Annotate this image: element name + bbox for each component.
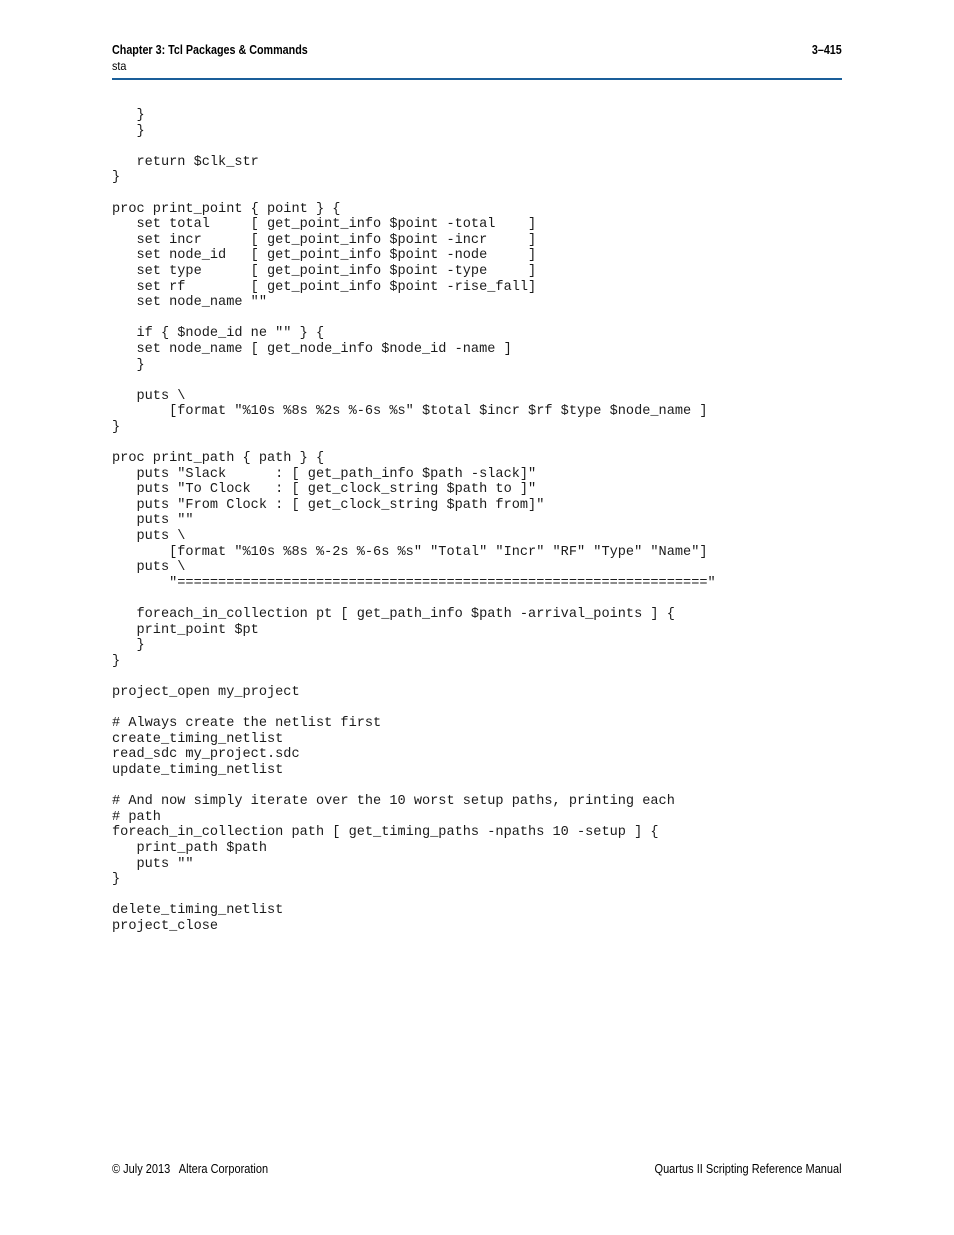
code-line: [format "%10s %8s %2s %-6s %s" $total $incr $rf $type $node_name ] [112,404,708,420]
code-line: set node_id [ get_point_info $point -node ] [112,248,537,264]
page-header [112,42,842,80]
code-line: puts "To Clock : [ get_clock_string $path to ]" [112,482,537,498]
code-line: } [112,872,121,888]
code-line [112,311,716,327]
code-line: puts \ [112,388,186,404]
code-line [112,435,716,451]
code-line: [format "%10s %8s %-2s %-6s %s" "Total" "Incr" "RF" "Type" "Name"] [112,544,708,560]
code-line [112,779,716,795]
code-line: } [112,419,121,435]
code-line: puts "From Clock : [ get_clock_string $path from]" [112,497,545,513]
code-line: foreach_in_collection pt [ get_path_info $path -arrival_points ] { [112,607,675,622]
code-line: create_timing_netlist [112,731,284,747]
page-number: 3–415 [812,43,842,57]
footer-manual-title: Quartus II Scripting Reference Manual [654,1162,842,1176]
code-line: } [112,170,121,186]
section-name: sta [112,59,127,73]
code-line: puts \ [112,529,186,545]
code-line [112,186,716,202]
code-line: puts "" [112,513,194,529]
code-line: proc print_point { point } { [112,201,341,217]
code-line: return $clk_str [112,154,259,170]
code-line: if { $node_id ne "" } { [112,326,325,342]
code-line: read_sdc my_project.sdc [112,747,300,763]
code-listing [112,108,716,934]
code-line: # And now simply iterate over the 10 worst setup paths, printing each [112,794,675,810]
code-line: set node_name [ get_node_info $node_id -name ] [112,341,512,357]
code-line [112,591,716,607]
code-line: # path [112,809,161,825]
footer-copyright: © July 2013 Altera Corporation [112,1162,269,1176]
code-line: foreach_in_collection path [ get_timing_paths -npaths 10 -setup ] { [112,825,659,841]
code-line: project_close [112,918,219,934]
chapter-title: Chapter 3: Tcl Packages & Commands [112,43,308,57]
code-line [112,373,716,389]
code-line: puts "" [112,856,194,872]
code-line: set incr [ get_point_info $point -incr ] [112,232,537,248]
code-line: puts \ [112,560,186,576]
code-line: set total [ get_point_info $point -total ] [112,217,537,233]
code-line: } [112,123,145,139]
code-line [112,669,716,685]
code-line: } [112,357,145,373]
code-line [112,888,716,904]
code-line [112,139,716,155]
code-line: puts "Slack : [ get_path_info $path -slack]" [112,466,537,482]
code-line: set rf [ get_point_info $point -rise_fall] [112,279,537,295]
code-line: delete_timing_netlist [112,903,284,919]
code-line: } [112,653,121,669]
code-line: print_point $pt [112,622,259,638]
code-line: set node_name "" [112,295,267,311]
code-line: # Always create the netlist first [112,716,382,732]
code-line: project_open my_project [112,684,300,700]
code-line: proc print_path { path } { [112,451,325,467]
code-line: "=================================================================" [112,575,716,591]
code-line: set type [ get_point_info $point -type ] [112,263,537,279]
code-line: print_path $path [112,840,267,856]
code-line: } [112,108,145,123]
code-line: } [112,638,145,654]
code-line: update_timing_netlist [112,762,284,778]
code-line [112,701,716,717]
